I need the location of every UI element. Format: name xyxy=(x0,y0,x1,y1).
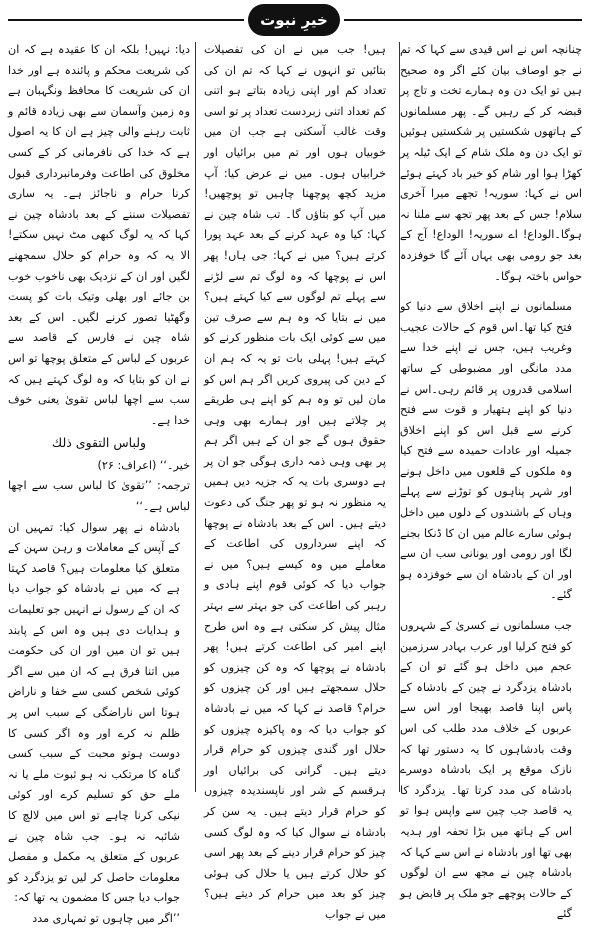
verse-translation: ترجمہ: ’’تقویٰ کا لباس سب سے اچھا لباس ہے۔‘‘ xyxy=(8,479,190,514)
paragraph: چنانچہ اس نے اس قیدی سے کہا کہ تم نے جو اوصاف بیان کئے اگر وہ صحیح ہیں تو ایک دن وہ ہمارے تخت و تاج پر قبضہ کر کے رہیں گے۔ پھر مسلمانوں کے ہاتھوں شکستیں پر شکستیں ہوئیں تو ایک دن وہ ملک شام کے ایک ٹیلہ پر کھڑا ہوا اور شام کو خیر باد کہتے ہوئے اس نے کہا: سوریہ! تجھے میرا آخری سلام! جس کے بعد پھر تجھ سے ملنا نہ ہوگا۔الوداع! اے سوریہ! الوداع! آج کے بعد جو رومی بھی یہاں آئے گا خوفزدہ حواس باختہ ہوگا۔ xyxy=(400,43,582,283)
quote: ’’اگر میں چاہوں تو تمہاری مدد xyxy=(32,911,180,925)
verse-reference: خیر۔‘‘ (اعراف: ۲۶) xyxy=(97,458,190,472)
quran-verse: ولباس التقوى ذلك xyxy=(51,435,147,451)
paragraph: ہیں! جب میں نے ان کی تفصیلات بتائیں تو انہوں نے کہا کہ تم ان کی تعداد کم اور اپنی زیادہ بتاتے ہو اتنی کم تعداد اتنی زبردست تعداد پر تو اسی وقت غالب آسکتی ہے جب ان میں خوبیاں ہوں اور تم میں برائیاں اور خرابیاں ہوں۔ میں نے عرض کیا: آپ مزید کچھ پوچھنا چاہیں تو پوچھیں! میں آپ کو بتاؤں گا۔ تب شاہ چین نے کہا: کیا وہ عہد کرنے کے بعد عہد پورا کرتے ہیں؟ میں نے کہا: جی ہاں! پھر اس نے پوچھا کہ وہ لوگ تم سے لڑنے سے پہلے تم لوگوں سے کیا کہتے ہیں؟ میں نے بتایا کہ وہ ہم سے صرف تین میں سے کوئی ایک بات منظور کرنے کو کہتے ہیں! پہلی بات تو یہ کہ ہم ان کے دین کی پیروی کریں اگر ہم اس کو مان لیں تو وہ ہم کو اپنے ہی طریقے پر چلاتے ہیں اور ہمارے بھی وہی حقوق ہوں گے جو ان کے ہیں اگر ہم پر بھی وہی ذمہ داری ہوگی جو ان پر ہے دوسری بات یہ کہ جزیہ دیں ہمیں یہ منظور نہ ہو تو پھر جنگ کی دعوت دیتے ہیں۔ اس کے بعد بادشاہ نے پوچھا کہ اپنے سرداروں کی اطاعت کے معاملے میں وہ کیسے ہیں؟ میں نے جواب دیا کہ کوئی قوم اپنے ہادی و رہبر کی اطاعت کی جو بہتر سے بہتر مثال پیش کر سکتی ہے وہ اس طرح اپنے امیر کی اطاعت کرتے ہیں! پھر بادشاہ نے پوچھا کہ وہ کن چیزوں کو حلال سمجھتے ہیں اور کن چیزوں کو حرام؟ قاصد نے کہا کہ میں نے بادشاہ کو جواب دیا کہ وہ پاکیزہ چیزوں کو حلال اور گندی چیزوں کو حرام قرار دیتے ہیں۔ گرانی کی برائیاں اور ہرقسم کے شر اور ناپسندیدہ چیزوں کو حرام قرار دیتے ہیں۔ یہ سن کر بادشاہ نے سوال کیا کہ وہ لوگ کسی چیز کو حرام قرار دینے کے بعد پھر اسی کو حلال کرتے ہیں یا حلال کی ہوئی چیز کو بعد میں حرام کر دیتے ہیں؟ میں نے جواب xyxy=(204,43,386,921)
paragraph: دیا: نہیں! بلکہ ان کا عقیدہ ہے کہ ان کی شریعت محکم و پائندہ ہے اور خدا ان کی شریعت کا محافظ ونگہبان ہے وہ زمین وآسمان سے بھی زیادہ قائم و ثابت رہنے والی چیز ہے ان کا یہ اصول ہے کہ خدا کی نافرمانی کر کے کسی مخلوق کی اطاعت وفرمانبرداری قبول کرنا حرام و ناجائز ہے۔ یہ ساری تفصیلات سننے کے بعد بادشاہ چین نے کہا کہ یہ لوگ کبھی مٹ نہیں سکتے! الا یہ کہ وہ حرام کو حلال سمجھنے لگیں اور ان کے نزدیک بھی ناخوب خوب بن جائے اور بھلی وتیک بات کو پست وگھٹیا تصور کرنے لگیں۔ اس کے بعد شاہ چین نے فارس کے قاصد سے عربوں کے لباس کے متعلق پوچھا تو اس نے ان کو بتایا کہ وہ لوگ کہتے ہیں کہ سب سے اچھا لباس تقویٰ یعنی خوف خدا ہے۔ xyxy=(8,43,190,427)
column-divider-left xyxy=(195,42,196,792)
header-rule-left xyxy=(8,19,244,21)
section-title: خیرِ نبوت xyxy=(260,11,328,29)
column-middle xyxy=(204,40,386,921)
paragraph: بادشاہ نے پھر سوال کیا: تمہیں ان کے آپس کے معاملات و رہن سہن کے متعلق کیا معلومات ہیں؟ قاصد کہتا ہے کہ میں نے بادشاہ کو جواب دیا کہ ان کے رسول نے انہیں جو تعلیمات و ہدایات دی ہیں وہ اس کے پابند ہیں تو ان میں اور ان کی حکومت میں اتنا فرق ہے کہ ان میں سے اگر کوئی شخص کسی سے خفا و ناراض ہوتا اس ناراضگی کے سبب اس پر ظلم نہ کرے اور وہ اگر کسی کا دوست ہوتو محبت کے سبب کسی گناہ کا مرتکب نہ ہو ثبوت ملے یا نہ ملے حق کو تسلیم کرے اور کوئی نیکی کرنا چاہے تو اس میں لالچ کا شائبہ نہ ہو۔ جب شاہ چین نے عربوں کے متعلق یہ مکمل و مفصل معلومات حاصل کر لیں تو یزدگرد کو جواب دیا جس کا مضمون یہ تھا کہ: xyxy=(8,520,180,905)
paragraph: جب مسلمانوں نے کسریٰ کے شہروں کو فتح کرلیا اور عرب بہادر سرزمین عجم میں داخل ہو گئے تو ان کے بادشاہ یزدگرد نے چین کے بادشاہ کے پاس اپنا قاصد بھیجا اور اس سے عربوں کے خلاف مدد طلب کی اس وقت بادشاہوں کا یہ دستور تھا کہ نازک موقع پر ایک بادشاہ دوسرے بادشاہ کی مدد کرتا تھا۔ یزدگرد کا یہ قاصد جب چین سے واپس ہوا تو اس کے ہاتھ میں بڑا تحفہ اور ہدیہ بھی تھا اور بادشاہ نے اس سے کہا کہ بادشاہ چین نے مجھ سے ان لوگوں کے حالات پوچھے جو ملک پر قابض ہو گئے xyxy=(399,619,572,921)
column-right xyxy=(399,40,582,921)
paragraph: مسلمانوں نے اپنے اخلاق سے دنیا کو فتح کیا تھا۔اس قوم کے حالات عجیب وغریب ہیں، جس نے اپنے خدا سے مدد مانگی اور مضبوطی کے ساتھ اسلامی قدروں پر قائم رہی۔اس نے دنیا کو اپنے ہتھیار و قوت سے فتح کرنے سے قبل اس کو اپنے اخلاق جمیلہ اور عادات حمیدہ سے فتح کیا وہ ملکوں کے قلعوں میں داخل ہونے اور شہر پناہوں کو توڑنے سے پہلے وہاں کے باشندوں کے دلوں میں داخل ہوئی سارے عالم میں ان کا ڈنکا بجنے لگا اور رومی اور یونانی سب ان سے اور ان کے بادشاہ ان سے خوفزدہ ہو گئے۔ xyxy=(400,300,572,602)
column-left xyxy=(8,40,190,925)
header-rule-right xyxy=(344,19,582,21)
section-title-badge xyxy=(248,4,340,36)
